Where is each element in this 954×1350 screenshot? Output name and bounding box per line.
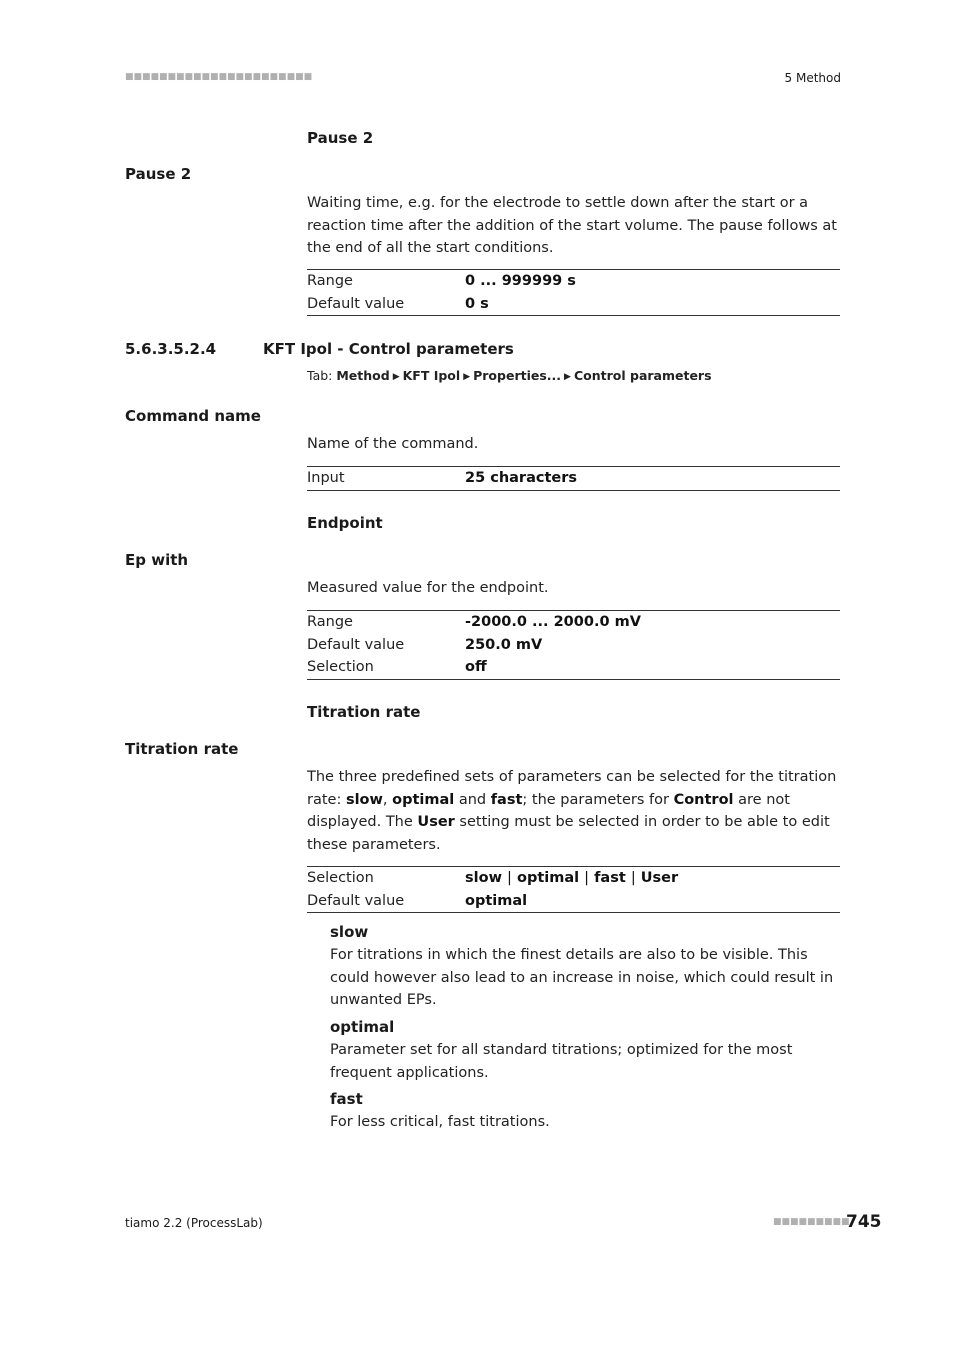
titration-rate-description: The three predefined sets of parameters can be selected for the titration rate: slow, optimal and fast; the parameters for Control are not displayed. The User setting must be selected in order to be able to edit these parameters. bbox=[307, 769, 837, 853]
param-key: Selection bbox=[307, 659, 374, 675]
page-number: 745 bbox=[846, 1212, 882, 1232]
pause-description: Waiting time, e.g. for the electrode to settle down after the start or a reaction time after the addition of the start volume. The pause follows at the end of all the start conditions. bbox=[307, 195, 837, 256]
triangle-right-icon: ▶ bbox=[564, 372, 571, 382]
table-row bbox=[307, 634, 840, 657]
breadcrumb-item: Method bbox=[336, 368, 390, 383]
command-name-param-table bbox=[307, 466, 840, 491]
triangle-right-icon: ▶ bbox=[463, 372, 471, 382]
titration-rate-param-name: Titration rate bbox=[125, 740, 239, 758]
param-value: slow | optimal | fast | User bbox=[465, 870, 679, 886]
header-decoration: ■■■■■■■■■■■■■■■■■■■■■■ bbox=[125, 72, 313, 82]
breadcrumb-item: Properties... bbox=[473, 368, 562, 383]
table-row bbox=[307, 270, 840, 293]
endpoint-subheading: Endpoint bbox=[307, 514, 383, 532]
table-row bbox=[307, 467, 840, 491]
table-row bbox=[307, 293, 840, 316]
definition-term: slow bbox=[330, 923, 369, 941]
ep-with-param-name: Ep with bbox=[125, 551, 189, 569]
definition-term: optimal bbox=[330, 1018, 395, 1036]
titration-rate-param-table bbox=[307, 866, 840, 913]
param-value: 0 ... 999999 s bbox=[465, 273, 576, 289]
command-name-description: Name of the command. bbox=[307, 436, 479, 452]
param-key: Default value bbox=[307, 295, 405, 312]
command-name-param-name: Command name bbox=[125, 407, 261, 425]
footer-decoration: ■■■■■■■■■ bbox=[773, 1217, 850, 1227]
table-row bbox=[307, 656, 840, 679]
pause-param-table bbox=[307, 269, 840, 316]
section-number: 5.6.3.5.2.4 bbox=[125, 340, 217, 358]
param-key: Range bbox=[307, 273, 353, 289]
section-title: KFT Ipol - Control parameters bbox=[263, 340, 514, 358]
triangle-right-icon: ▶ bbox=[392, 372, 400, 382]
pause-subheading: Pause 2 bbox=[307, 129, 374, 147]
param-key: Range bbox=[307, 614, 353, 630]
tab-prefix: Tab: bbox=[307, 368, 333, 383]
param-value: 0 s bbox=[465, 295, 489, 312]
param-value: 250.0 mV bbox=[465, 636, 543, 653]
param-key: Default value bbox=[307, 892, 405, 909]
table-row bbox=[307, 867, 840, 890]
titration-rate-subheading: Titration rate bbox=[307, 703, 421, 721]
param-key: Input bbox=[307, 470, 345, 486]
chapter-title: 5 Method bbox=[784, 71, 841, 85]
table-row bbox=[307, 890, 840, 913]
definition-text: For less critical, fast titrations. bbox=[330, 1114, 550, 1130]
definition-term: fast bbox=[330, 1090, 363, 1108]
param-key: Selection bbox=[307, 870, 374, 886]
param-key: Default value bbox=[307, 636, 405, 653]
param-value: -2000.0 ... 2000.0 mV bbox=[465, 614, 641, 630]
tab-breadcrumb bbox=[307, 368, 712, 383]
breadcrumb-item: KFT Ipol bbox=[402, 368, 461, 383]
footer-product: tiamo 2.2 (ProcessLab) bbox=[125, 1216, 263, 1230]
ep-with-param-table bbox=[307, 610, 840, 680]
definition-text: Parameter set for all standard titrations; optimized for the most frequent applications. bbox=[330, 1042, 793, 1081]
breadcrumb-item: Control parameters bbox=[573, 368, 712, 383]
param-value: off bbox=[465, 659, 487, 675]
table-row bbox=[307, 611, 840, 634]
ep-with-description: Measured value for the endpoint. bbox=[307, 580, 549, 596]
pause-param-name: Pause 2 bbox=[125, 165, 192, 183]
param-value: 25 characters bbox=[465, 470, 578, 486]
param-value: optimal bbox=[465, 892, 528, 909]
definition-text: For titrations in which the finest details are also to be visible. This could however also lead to an increase in noise, which could result in unwanted EPs. bbox=[330, 947, 834, 1008]
